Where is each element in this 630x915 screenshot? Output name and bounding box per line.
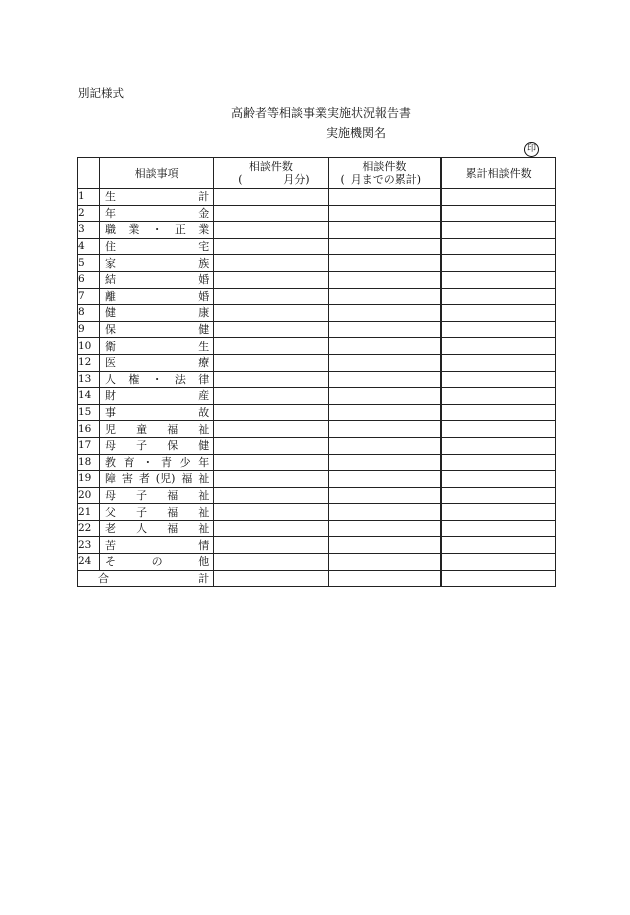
- row-item-char: 健: [198, 323, 210, 337]
- row-item-chars: [100, 305, 213, 320]
- row-item-chars: [100, 388, 213, 403]
- row-number: 19: [78, 471, 100, 488]
- row-item-chars: [100, 289, 213, 304]
- row-item: [100, 238, 214, 255]
- row-cumulative-cell[interactable]: [328, 189, 441, 206]
- row-item-char: 衛: [105, 339, 117, 353]
- row-number: 17: [78, 437, 100, 454]
- row-item: [100, 437, 214, 454]
- row-monthly-cell[interactable]: [214, 388, 328, 405]
- row-item-char: 祉: [198, 522, 210, 536]
- header-cumulative-top: 相談件数: [362, 160, 407, 173]
- row-cumulative-cell[interactable]: [328, 271, 441, 288]
- row-item-char: 財: [105, 389, 117, 403]
- row-item-char: 離: [105, 289, 117, 303]
- row-total-cell[interactable]: [441, 238, 555, 255]
- table-body: [78, 189, 556, 571]
- row-item-chars: [100, 471, 213, 486]
- row-total-cell[interactable]: [441, 189, 555, 206]
- row-item-chars: [100, 222, 213, 237]
- total-row: [78, 570, 556, 587]
- row-cumulative-cell[interactable]: [328, 321, 441, 338]
- row-item-char: 他: [198, 555, 210, 569]
- row-item: [100, 371, 214, 388]
- row-item: [100, 404, 214, 421]
- row-item-char: 害: [121, 472, 133, 486]
- row-item-char: 職: [105, 223, 117, 237]
- row-number: 22: [78, 520, 100, 537]
- row-item: [100, 354, 214, 371]
- row-item-char: 健: [198, 439, 210, 453]
- total-monthly-cell[interactable]: [214, 570, 328, 587]
- row-item: [100, 255, 214, 272]
- row-item-char: 生: [105, 190, 117, 204]
- header-monthly-open: (: [238, 173, 243, 186]
- row-item-char: 族: [198, 256, 210, 270]
- row-item-char: 祉: [198, 488, 210, 502]
- row-number: 14: [78, 388, 100, 405]
- header-cumulative-bottom: [329, 173, 441, 186]
- row-item-char: 者: [138, 472, 150, 486]
- table-row: [78, 388, 556, 405]
- row-cumulative-cell[interactable]: [328, 520, 441, 537]
- report-table: [77, 157, 556, 587]
- row-item-char: 婚: [198, 289, 210, 303]
- row-monthly-cell[interactable]: [214, 454, 328, 471]
- row-monthly-cell[interactable]: [214, 305, 328, 322]
- row-item: [100, 205, 214, 222]
- row-number: 5: [78, 255, 100, 272]
- row-item-chars: [100, 488, 213, 503]
- table-row: [78, 321, 556, 338]
- row-item: [100, 222, 214, 239]
- row-number: 16: [78, 421, 100, 438]
- row-cumulative-cell[interactable]: [328, 288, 441, 305]
- row-item-char: 祉: [198, 472, 210, 486]
- row-number: 23: [78, 537, 100, 554]
- table-row: [78, 537, 556, 554]
- row-total-cell[interactable]: [441, 205, 555, 222]
- row-total-cell[interactable]: [441, 520, 555, 537]
- row-cumulative-cell[interactable]: [328, 255, 441, 272]
- row-item-char: (児): [155, 472, 176, 486]
- row-item-char: 故: [198, 406, 210, 420]
- header-cumulative-unit: 月までの累計): [350, 173, 422, 186]
- row-item: [100, 338, 214, 355]
- row-total-cell[interactable]: [441, 421, 555, 438]
- row-item-char: 宅: [198, 240, 210, 254]
- row-item-char: 福: [167, 522, 179, 536]
- header-item: 相談事項: [100, 158, 214, 189]
- row-monthly-cell[interactable]: [214, 504, 328, 521]
- row-item-char: 正: [174, 223, 186, 237]
- row-item-char: 教: [105, 455, 117, 469]
- row-number: 10: [78, 338, 100, 355]
- row-item-chars: [100, 372, 213, 387]
- row-number: 24: [78, 554, 100, 571]
- row-item-char: 計: [198, 190, 210, 204]
- row-number: 21: [78, 504, 100, 521]
- row-cumulative-cell[interactable]: [328, 222, 441, 239]
- row-monthly-cell[interactable]: [214, 255, 328, 272]
- table-row: [78, 421, 556, 438]
- row-monthly-cell[interactable]: [214, 271, 328, 288]
- row-item-char: 育: [123, 455, 135, 469]
- row-number: 15: [78, 404, 100, 421]
- row-item-chars: [100, 272, 213, 287]
- header-monthly-top: 相談件数: [248, 160, 293, 173]
- row-total-cell[interactable]: [441, 271, 555, 288]
- row-item-char: 福: [167, 488, 179, 502]
- row-item: [100, 288, 214, 305]
- table-row: [78, 189, 556, 206]
- row-number: 7: [78, 288, 100, 305]
- row-item-char: ・: [151, 223, 163, 237]
- row-item-char: 業: [198, 223, 210, 237]
- row-item-chars: [100, 554, 213, 569]
- form-label: 別記様式: [78, 86, 124, 100]
- row-item-char: そ: [105, 555, 117, 569]
- header-cumulative-open: (: [340, 173, 345, 186]
- row-cumulative-cell[interactable]: [328, 305, 441, 322]
- header-monthly-unit: 月分): [283, 173, 310, 186]
- row-item: [100, 271, 214, 288]
- row-item: [100, 537, 214, 554]
- row-monthly-cell[interactable]: [214, 554, 328, 571]
- row-item-char: 年: [198, 455, 210, 469]
- row-item-char: 権: [128, 372, 140, 386]
- row-total-cell[interactable]: [441, 305, 555, 322]
- row-item: [100, 471, 214, 488]
- row-item-chars: [100, 355, 213, 370]
- header-total: 累計相談件数: [441, 158, 555, 189]
- row-cumulative-cell[interactable]: [328, 404, 441, 421]
- row-item-chars: [100, 239, 213, 254]
- row-item-char: ・: [142, 455, 154, 469]
- row-number: 12: [78, 354, 100, 371]
- row-number: 9: [78, 321, 100, 338]
- row-item-char: ・: [151, 372, 163, 386]
- table-row: [78, 305, 556, 322]
- table-row: [78, 255, 556, 272]
- row-item-char: 婚: [198, 273, 210, 287]
- table-row: [78, 454, 556, 471]
- row-monthly-cell[interactable]: [214, 238, 328, 255]
- row-item-char: 保: [105, 323, 117, 337]
- row-monthly-cell[interactable]: [214, 487, 328, 504]
- row-item-char: 童: [136, 422, 148, 436]
- table-row: [78, 222, 556, 239]
- total-row-label: [78, 570, 214, 587]
- table-row: [78, 520, 556, 537]
- row-cumulative-cell[interactable]: [328, 454, 441, 471]
- row-monthly-cell[interactable]: [214, 471, 328, 488]
- row-cumulative-cell[interactable]: [328, 437, 441, 454]
- row-cumulative-cell[interactable]: [328, 354, 441, 371]
- header-monthly: [214, 158, 328, 189]
- seal-mark: 印: [524, 142, 539, 157]
- row-cumulative-cell[interactable]: [328, 471, 441, 488]
- row-item-chars: [100, 538, 213, 553]
- row-number: 18: [78, 454, 100, 471]
- row-item-char: 家: [105, 256, 117, 270]
- row-monthly-cell[interactable]: [214, 537, 328, 554]
- row-item-char: の: [151, 555, 163, 569]
- row-item: [100, 189, 214, 206]
- row-monthly-cell[interactable]: [214, 205, 328, 222]
- row-item-char: 老: [105, 522, 117, 536]
- row-number: 1: [78, 189, 100, 206]
- row-total-cell[interactable]: [441, 554, 555, 571]
- row-cumulative-cell[interactable]: [328, 554, 441, 571]
- table-row: [78, 554, 556, 571]
- row-item-char: 祉: [198, 505, 210, 519]
- row-item: [100, 388, 214, 405]
- row-item-chars: [100, 256, 213, 271]
- row-item-chars: [100, 521, 213, 536]
- header-cumulative: [328, 158, 441, 189]
- row-item-char: 結: [105, 273, 117, 287]
- row-total-cell[interactable]: [441, 222, 555, 239]
- total-row-label-chars: [78, 571, 213, 586]
- row-item: [100, 421, 214, 438]
- row-monthly-cell[interactable]: [214, 421, 328, 438]
- row-cumulative-cell[interactable]: [328, 205, 441, 222]
- row-item-char: 青: [160, 455, 172, 469]
- row-item-char: 業: [128, 223, 140, 237]
- row-item-char: 人: [136, 522, 148, 536]
- row-monthly-cell[interactable]: [214, 338, 328, 355]
- row-item-char: 父: [105, 505, 117, 519]
- row-cumulative-cell[interactable]: [328, 388, 441, 405]
- row-number: 6: [78, 271, 100, 288]
- row-item: [100, 554, 214, 571]
- row-item-char: 健: [105, 306, 117, 320]
- row-cumulative-cell[interactable]: [328, 487, 441, 504]
- row-item-chars: [100, 206, 213, 221]
- table-row: [78, 471, 556, 488]
- row-item-char: 年: [105, 206, 117, 220]
- row-total-cell[interactable]: [441, 454, 555, 471]
- row-item: [100, 504, 214, 521]
- row-item-char: 生: [198, 339, 210, 353]
- row-monthly-cell[interactable]: [214, 354, 328, 371]
- row-item-char: 法: [174, 372, 186, 386]
- row-total-cell[interactable]: [441, 354, 555, 371]
- row-total-cell[interactable]: [441, 537, 555, 554]
- row-item-char: 律: [198, 372, 210, 386]
- row-monthly-cell[interactable]: [214, 189, 328, 206]
- table-row: [78, 354, 556, 371]
- table-row: [78, 338, 556, 355]
- row-monthly-cell[interactable]: [214, 222, 328, 239]
- row-item-char: 母: [105, 488, 117, 502]
- row-total-cell[interactable]: [441, 321, 555, 338]
- row-item-chars: [100, 455, 213, 470]
- row-item-chars: [100, 505, 213, 520]
- organization-label: 実施機関名: [326, 126, 387, 140]
- total-row-char: 計: [198, 571, 210, 585]
- row-item-char: 産: [198, 389, 210, 403]
- table-row: [78, 205, 556, 222]
- total-cumulative-cell[interactable]: [328, 570, 441, 587]
- row-total-cell[interactable]: [441, 504, 555, 521]
- row-item-chars: [100, 339, 213, 354]
- row-number: 20: [78, 487, 100, 504]
- row-item-char: 福: [167, 422, 179, 436]
- row-monthly-cell[interactable]: [214, 520, 328, 537]
- row-item: [100, 305, 214, 322]
- header-monthly-bottom: [214, 173, 327, 186]
- row-number: 3: [78, 222, 100, 239]
- row-cumulative-cell[interactable]: [328, 338, 441, 355]
- table-row: [78, 238, 556, 255]
- table-row: [78, 437, 556, 454]
- row-item-char: 子: [136, 505, 148, 519]
- row-item: [100, 454, 214, 471]
- row-item-char: 子: [136, 488, 148, 502]
- row-cumulative-cell[interactable]: [328, 371, 441, 388]
- row-item-char: 金: [198, 206, 210, 220]
- row-total-cell[interactable]: [441, 404, 555, 421]
- row-item-char: 康: [198, 306, 210, 320]
- row-total-cell[interactable]: [441, 371, 555, 388]
- row-number: 2: [78, 205, 100, 222]
- row-total-cell[interactable]: [441, 437, 555, 454]
- row-item-char: 苦: [105, 538, 117, 552]
- row-monthly-cell[interactable]: [214, 288, 328, 305]
- row-total-cell[interactable]: [441, 471, 555, 488]
- row-total-cell[interactable]: [441, 255, 555, 272]
- row-item-char: 療: [198, 356, 210, 370]
- row-item-char: 子: [136, 439, 148, 453]
- row-item-char: 児: [105, 422, 117, 436]
- row-monthly-cell[interactable]: [214, 404, 328, 421]
- row-item-char: 福: [167, 505, 179, 519]
- row-item-chars: [100, 405, 213, 420]
- row-monthly-cell[interactable]: [214, 371, 328, 388]
- table-row: [78, 288, 556, 305]
- row-item-char: 少: [179, 455, 191, 469]
- row-item-char: 母: [105, 439, 117, 453]
- row-monthly-cell[interactable]: [214, 321, 328, 338]
- row-item-char: 医: [105, 356, 117, 370]
- total-grand-cell[interactable]: [441, 570, 555, 587]
- row-item-char: 祉: [198, 422, 210, 436]
- row-item: [100, 520, 214, 537]
- row-item: [100, 487, 214, 504]
- document-title: 高齢者等相談事業実施状況報告書: [230, 106, 411, 120]
- row-number: 13: [78, 371, 100, 388]
- row-number: 8: [78, 305, 100, 322]
- row-monthly-cell[interactable]: [214, 437, 328, 454]
- row-item-char: 情: [198, 538, 210, 552]
- row-item-chars: [100, 322, 213, 337]
- row-item-char: 事: [105, 406, 117, 420]
- row-item-char: 保: [167, 439, 179, 453]
- table-row: [78, 371, 556, 388]
- row-number: 4: [78, 238, 100, 255]
- row-cumulative-cell[interactable]: [328, 421, 441, 438]
- row-total-cell[interactable]: [441, 388, 555, 405]
- row-item-char: 福: [181, 472, 193, 486]
- total-row-char: 合: [98, 571, 109, 585]
- row-cumulative-cell[interactable]: [328, 238, 441, 255]
- table-row: [78, 271, 556, 288]
- header-no: [78, 158, 100, 189]
- row-item-char: 住: [105, 240, 117, 254]
- row-item-char: 人: [105, 372, 117, 386]
- row-item-char: 障: [105, 472, 117, 486]
- row-cumulative-cell[interactable]: [328, 504, 441, 521]
- row-cumulative-cell[interactable]: [328, 537, 441, 554]
- row-item-chars: [100, 438, 213, 453]
- row-item: [100, 321, 214, 338]
- table-row: [78, 487, 556, 504]
- table-row: [78, 504, 556, 521]
- header-row: [78, 158, 556, 189]
- row-total-cell[interactable]: [441, 487, 555, 504]
- row-total-cell[interactable]: [441, 338, 555, 355]
- row-item-chars: [100, 189, 213, 204]
- row-total-cell[interactable]: [441, 288, 555, 305]
- table-row: [78, 404, 556, 421]
- row-item-chars: [100, 422, 213, 437]
